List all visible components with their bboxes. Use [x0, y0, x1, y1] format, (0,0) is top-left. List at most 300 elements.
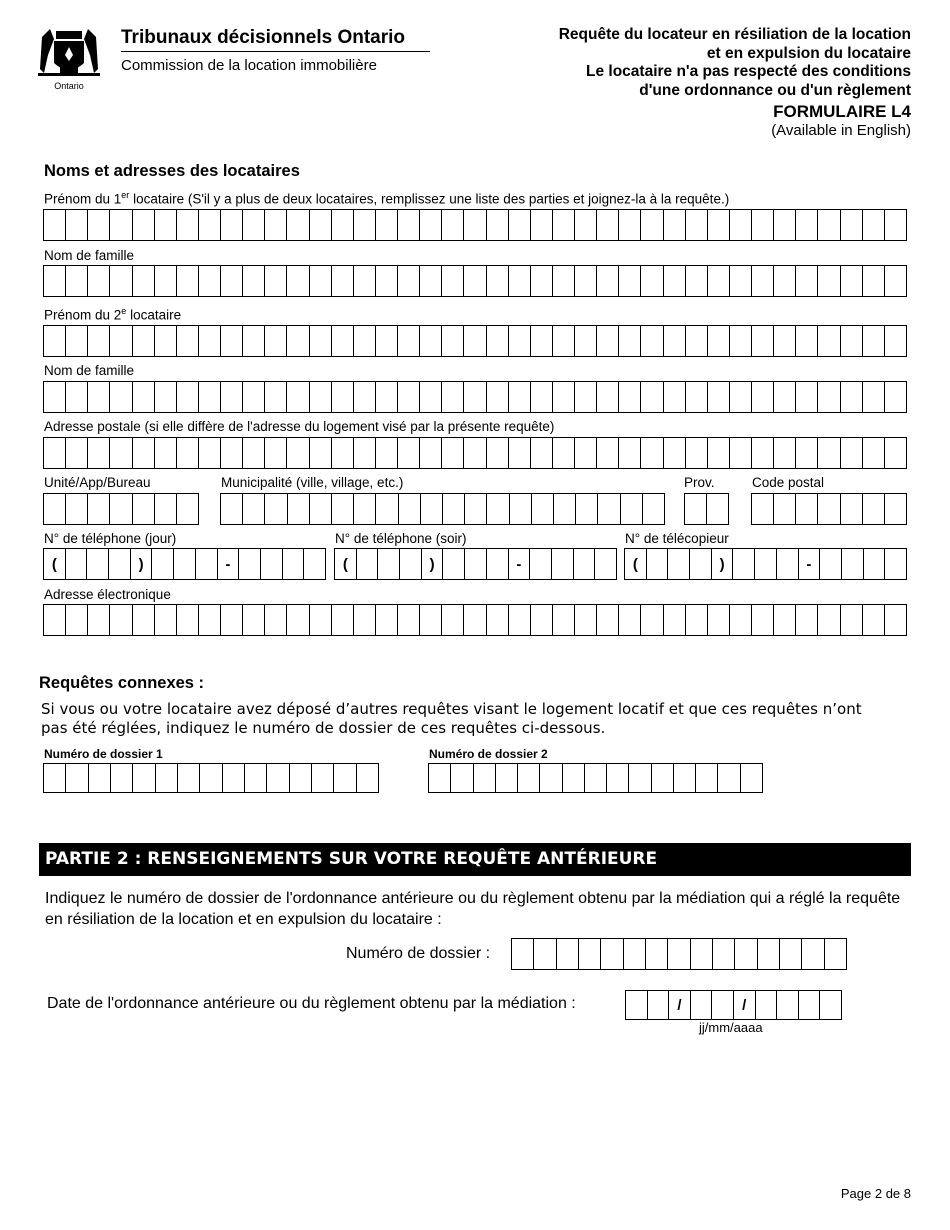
- char-box[interactable]: [310, 326, 332, 356]
- char-box[interactable]: [531, 605, 553, 635]
- char-box[interactable]: [265, 494, 287, 524]
- char-box[interactable]: [398, 605, 420, 635]
- char-box[interactable]: [597, 266, 619, 296]
- char-box[interactable]: [777, 549, 799, 579]
- char-box[interactable]: [818, 210, 840, 240]
- char-box[interactable]: [174, 549, 196, 579]
- char-box[interactable]: [774, 494, 796, 524]
- char-box[interactable]: [265, 326, 287, 356]
- char-box[interactable]: [111, 764, 133, 792]
- char-box[interactable]: [796, 266, 818, 296]
- char-box[interactable]: [621, 494, 643, 524]
- char-box[interactable]: [777, 991, 799, 1019]
- char-box[interactable]: [89, 764, 111, 792]
- char-box[interactable]: [442, 438, 464, 468]
- char-box[interactable]: [265, 266, 287, 296]
- char-box[interactable]: [156, 764, 178, 792]
- char-box[interactable]: [44, 266, 66, 296]
- char-box[interactable]: [619, 326, 641, 356]
- char-box[interactable]: [465, 494, 487, 524]
- char-box[interactable]: [818, 494, 840, 524]
- char-box[interactable]: -: [509, 549, 531, 579]
- char-box[interactable]: [155, 382, 177, 412]
- char-box[interactable]: [818, 326, 840, 356]
- char-box[interactable]: [509, 210, 531, 240]
- char-box[interactable]: [133, 605, 155, 635]
- char-box[interactable]: [312, 764, 334, 792]
- char-box[interactable]: [579, 939, 601, 969]
- last-name-1-field[interactable]: [43, 265, 907, 297]
- char-box[interactable]: [863, 210, 885, 240]
- char-box[interactable]: [825, 939, 846, 969]
- char-box[interactable]: [354, 210, 376, 240]
- char-box[interactable]: [442, 605, 464, 635]
- char-box[interactable]: [752, 382, 774, 412]
- char-box[interactable]: [885, 266, 906, 296]
- prior-order-date-field[interactable]: [625, 990, 842, 1020]
- char-box[interactable]: [885, 605, 906, 635]
- char-box[interactable]: [310, 210, 332, 240]
- char-box[interactable]: [155, 605, 177, 635]
- char-box[interactable]: [451, 764, 473, 792]
- char-box[interactable]: [509, 438, 531, 468]
- char-box[interactable]: [619, 382, 641, 412]
- char-box[interactable]: [752, 605, 774, 635]
- char-box[interactable]: [643, 494, 664, 524]
- char-box[interactable]: [177, 326, 199, 356]
- char-box[interactable]: [287, 605, 309, 635]
- phone-evening-field[interactable]: [334, 548, 617, 580]
- char-box[interactable]: [110, 494, 132, 524]
- char-box[interactable]: [563, 764, 585, 792]
- char-box[interactable]: [487, 494, 509, 524]
- char-box[interactable]: [376, 382, 398, 412]
- char-box[interactable]: [864, 549, 886, 579]
- char-box[interactable]: [674, 764, 696, 792]
- char-box[interactable]: [221, 326, 243, 356]
- char-box[interactable]: [243, 266, 265, 296]
- char-box[interactable]: [265, 210, 287, 240]
- char-box[interactable]: [442, 210, 464, 240]
- char-box[interactable]: [44, 605, 66, 635]
- char-box[interactable]: [398, 326, 420, 356]
- char-box[interactable]: [841, 326, 863, 356]
- char-box[interactable]: [310, 438, 332, 468]
- char-box[interactable]: [708, 438, 730, 468]
- char-box[interactable]: ): [422, 549, 444, 579]
- char-box[interactable]: [110, 326, 132, 356]
- char-box[interactable]: [429, 764, 451, 792]
- municipality-field[interactable]: [220, 493, 665, 525]
- char-box[interactable]: [512, 939, 534, 969]
- char-box[interactable]: [66, 764, 88, 792]
- phone-day-field[interactable]: [43, 548, 326, 580]
- char-box[interactable]: [885, 382, 906, 412]
- char-box[interactable]: [885, 210, 906, 240]
- char-box[interactable]: [752, 326, 774, 356]
- char-box[interactable]: [531, 326, 553, 356]
- char-box[interactable]: [332, 605, 354, 635]
- char-box[interactable]: [730, 438, 752, 468]
- char-box[interactable]: [619, 266, 641, 296]
- char-box[interactable]: [44, 494, 66, 524]
- char-box[interactable]: [730, 210, 752, 240]
- char-box[interactable]: [685, 494, 707, 524]
- char-box[interactable]: [629, 764, 651, 792]
- char-box[interactable]: [780, 939, 802, 969]
- char-box[interactable]: [265, 438, 287, 468]
- char-box[interactable]: [443, 549, 465, 579]
- char-box[interactable]: [109, 549, 131, 579]
- char-box[interactable]: [66, 326, 88, 356]
- char-box[interactable]: [442, 326, 464, 356]
- char-box[interactable]: [553, 382, 575, 412]
- char-box[interactable]: [357, 549, 379, 579]
- char-box[interactable]: [287, 326, 309, 356]
- char-box[interactable]: [818, 438, 840, 468]
- char-box[interactable]: [199, 382, 221, 412]
- char-box[interactable]: [802, 939, 824, 969]
- char-box[interactable]: [332, 494, 354, 524]
- char-box[interactable]: [487, 382, 509, 412]
- char-box[interactable]: [664, 438, 686, 468]
- char-box[interactable]: [752, 438, 774, 468]
- char-box[interactable]: [509, 326, 531, 356]
- char-box[interactable]: [841, 494, 863, 524]
- char-box[interactable]: [534, 939, 556, 969]
- char-box[interactable]: [354, 266, 376, 296]
- char-box[interactable]: [420, 382, 442, 412]
- char-box[interactable]: [66, 438, 88, 468]
- char-box[interactable]: [44, 438, 66, 468]
- char-box[interactable]: [376, 266, 398, 296]
- char-box[interactable]: [357, 764, 378, 792]
- char-box[interactable]: (: [335, 549, 357, 579]
- char-box[interactable]: [221, 605, 243, 635]
- char-box[interactable]: [863, 382, 885, 412]
- char-box[interactable]: [664, 605, 686, 635]
- char-box[interactable]: [664, 210, 686, 240]
- char-box[interactable]: [691, 991, 713, 1019]
- char-box[interactable]: [664, 266, 686, 296]
- char-box[interactable]: [399, 494, 421, 524]
- char-box[interactable]: [796, 382, 818, 412]
- char-box[interactable]: [696, 764, 718, 792]
- char-box[interactable]: [686, 382, 708, 412]
- char-box[interactable]: [310, 605, 332, 635]
- char-box[interactable]: [774, 382, 796, 412]
- char-box[interactable]: [354, 438, 376, 468]
- char-box[interactable]: [332, 326, 354, 356]
- char-box[interactable]: [553, 605, 575, 635]
- char-box[interactable]: [708, 210, 730, 240]
- char-box[interactable]: [376, 605, 398, 635]
- char-box[interactable]: [199, 605, 221, 635]
- char-box[interactable]: [730, 605, 752, 635]
- char-box[interactable]: [66, 210, 88, 240]
- char-box[interactable]: [133, 764, 155, 792]
- char-box[interactable]: [647, 549, 669, 579]
- char-box[interactable]: [310, 382, 332, 412]
- char-box[interactable]: [624, 939, 646, 969]
- char-box[interactable]: [66, 549, 88, 579]
- char-box[interactable]: [420, 605, 442, 635]
- char-box[interactable]: [752, 210, 774, 240]
- char-box[interactable]: [332, 438, 354, 468]
- char-box[interactable]: [354, 494, 376, 524]
- char-box[interactable]: [818, 605, 840, 635]
- first-name-1-field[interactable]: [43, 209, 907, 241]
- char-box[interactable]: [110, 438, 132, 468]
- char-box[interactable]: [420, 438, 442, 468]
- char-box[interactable]: [261, 549, 283, 579]
- char-box[interactable]: [707, 494, 728, 524]
- char-box[interactable]: [398, 438, 420, 468]
- char-box[interactable]: [265, 382, 287, 412]
- char-box[interactable]: [664, 326, 686, 356]
- char-box[interactable]: [464, 382, 486, 412]
- char-box[interactable]: [287, 438, 309, 468]
- char-box[interactable]: [626, 991, 648, 1019]
- fax-field[interactable]: [624, 548, 907, 580]
- char-box[interactable]: [221, 438, 243, 468]
- char-box[interactable]: [756, 991, 778, 1019]
- postal-code-field[interactable]: [751, 493, 907, 525]
- char-box[interactable]: [648, 991, 670, 1019]
- char-box[interactable]: [691, 939, 713, 969]
- char-box[interactable]: [686, 326, 708, 356]
- char-box[interactable]: [376, 438, 398, 468]
- char-box[interactable]: [774, 605, 796, 635]
- char-box[interactable]: [509, 266, 531, 296]
- char-box[interactable]: [641, 382, 663, 412]
- char-box[interactable]: [841, 605, 863, 635]
- char-box[interactable]: [88, 438, 110, 468]
- char-box[interactable]: [509, 605, 531, 635]
- char-box[interactable]: [44, 210, 66, 240]
- char-box[interactable]: [708, 382, 730, 412]
- char-box[interactable]: [465, 549, 487, 579]
- char-box[interactable]: [818, 382, 840, 412]
- char-box[interactable]: [885, 438, 906, 468]
- char-box[interactable]: [597, 210, 619, 240]
- char-box[interactable]: [820, 991, 841, 1019]
- char-box[interactable]: [758, 939, 780, 969]
- char-box[interactable]: [532, 494, 554, 524]
- char-box[interactable]: [552, 549, 574, 579]
- char-box[interactable]: [243, 210, 265, 240]
- char-box[interactable]: [398, 382, 420, 412]
- char-box[interactable]: [619, 438, 641, 468]
- char-box[interactable]: [487, 438, 509, 468]
- char-box[interactable]: [487, 326, 509, 356]
- char-box[interactable]: [796, 326, 818, 356]
- char-box[interactable]: [304, 549, 325, 579]
- email-field[interactable]: [43, 604, 907, 636]
- char-box[interactable]: [619, 605, 641, 635]
- char-box[interactable]: [607, 764, 629, 792]
- char-box[interactable]: [575, 266, 597, 296]
- char-box[interactable]: [223, 764, 245, 792]
- char-box[interactable]: [531, 210, 553, 240]
- char-box[interactable]: [287, 210, 309, 240]
- prior-file-number-field[interactable]: [511, 938, 847, 970]
- char-box[interactable]: [88, 266, 110, 296]
- char-box[interactable]: [686, 210, 708, 240]
- char-box[interactable]: [708, 266, 730, 296]
- char-box[interactable]: [133, 438, 155, 468]
- char-box[interactable]: [641, 266, 663, 296]
- char-box[interactable]: [310, 266, 332, 296]
- char-box[interactable]: [796, 605, 818, 635]
- char-box[interactable]: [487, 210, 509, 240]
- char-box[interactable]: -: [218, 549, 240, 579]
- char-box[interactable]: [713, 939, 735, 969]
- char-box[interactable]: [44, 764, 66, 792]
- char-box[interactable]: [755, 549, 777, 579]
- char-box[interactable]: [464, 438, 486, 468]
- province-field[interactable]: [684, 493, 729, 525]
- char-box[interactable]: [641, 438, 663, 468]
- char-box[interactable]: [239, 549, 261, 579]
- char-box[interactable]: [718, 764, 740, 792]
- first-name-2-field[interactable]: [43, 325, 907, 357]
- char-box[interactable]: [265, 605, 287, 635]
- char-box[interactable]: [376, 326, 398, 356]
- char-box[interactable]: [735, 939, 757, 969]
- char-box[interactable]: [574, 549, 596, 579]
- char-box[interactable]: [287, 266, 309, 296]
- char-box[interactable]: [686, 605, 708, 635]
- char-box[interactable]: [133, 266, 155, 296]
- char-box[interactable]: [818, 266, 840, 296]
- char-box[interactable]: [376, 494, 398, 524]
- char-box[interactable]: [575, 326, 597, 356]
- char-box[interactable]: [245, 764, 267, 792]
- char-box[interactable]: [243, 382, 265, 412]
- char-box[interactable]: [88, 326, 110, 356]
- char-box[interactable]: [88, 494, 110, 524]
- char-box[interactable]: [885, 494, 906, 524]
- char-box[interactable]: [420, 266, 442, 296]
- char-box[interactable]: [730, 326, 752, 356]
- char-box[interactable]: [733, 549, 755, 579]
- char-box[interactable]: [155, 210, 177, 240]
- char-box[interactable]: [334, 764, 356, 792]
- char-box[interactable]: [863, 266, 885, 296]
- char-box[interactable]: [796, 210, 818, 240]
- char-box[interactable]: [110, 382, 132, 412]
- char-box[interactable]: [597, 326, 619, 356]
- char-box[interactable]: [288, 494, 310, 524]
- char-box[interactable]: [378, 549, 400, 579]
- char-box[interactable]: [421, 494, 443, 524]
- char-box[interactable]: [133, 326, 155, 356]
- char-box[interactable]: [290, 764, 312, 792]
- char-box[interactable]: [487, 605, 509, 635]
- char-box[interactable]: [133, 210, 155, 240]
- char-box[interactable]: [420, 326, 442, 356]
- char-box[interactable]: [509, 382, 531, 412]
- unit-field[interactable]: [43, 493, 199, 525]
- char-box[interactable]: [540, 764, 562, 792]
- char-box[interactable]: [641, 605, 663, 635]
- char-box[interactable]: [155, 326, 177, 356]
- char-box[interactable]: [487, 549, 509, 579]
- char-box[interactable]: [597, 605, 619, 635]
- char-box[interactable]: [464, 605, 486, 635]
- char-box[interactable]: [531, 266, 553, 296]
- char-box[interactable]: [730, 382, 752, 412]
- char-box[interactable]: [752, 494, 774, 524]
- char-box[interactable]: [243, 438, 265, 468]
- char-box[interactable]: [199, 210, 221, 240]
- char-box[interactable]: [585, 764, 607, 792]
- char-box[interactable]: [199, 326, 221, 356]
- char-box[interactable]: [641, 210, 663, 240]
- char-box[interactable]: [597, 382, 619, 412]
- char-box[interactable]: [774, 438, 796, 468]
- char-box[interactable]: [243, 326, 265, 356]
- char-box[interactable]: [496, 764, 518, 792]
- char-box[interactable]: [420, 210, 442, 240]
- char-box[interactable]: [575, 210, 597, 240]
- char-box[interactable]: [646, 939, 668, 969]
- char-box[interactable]: [820, 549, 842, 579]
- char-box[interactable]: [668, 549, 690, 579]
- char-box[interactable]: [774, 210, 796, 240]
- char-box[interactable]: [177, 382, 199, 412]
- char-box[interactable]: [885, 549, 906, 579]
- char-box[interactable]: [354, 382, 376, 412]
- char-box[interactable]: [531, 438, 553, 468]
- char-box[interactable]: [443, 494, 465, 524]
- char-box[interactable]: -: [799, 549, 821, 579]
- char-box[interactable]: [553, 210, 575, 240]
- char-box[interactable]: [686, 266, 708, 296]
- char-box[interactable]: [155, 438, 177, 468]
- char-box[interactable]: [553, 438, 575, 468]
- char-box[interactable]: [841, 210, 863, 240]
- char-box[interactable]: [44, 326, 66, 356]
- char-box[interactable]: [741, 764, 762, 792]
- char-box[interactable]: [885, 326, 906, 356]
- char-box[interactable]: [398, 210, 420, 240]
- char-box[interactable]: [774, 266, 796, 296]
- char-box[interactable]: [554, 494, 576, 524]
- char-box[interactable]: [442, 266, 464, 296]
- char-box[interactable]: [841, 382, 863, 412]
- char-box[interactable]: [796, 438, 818, 468]
- char-box[interactable]: [530, 549, 552, 579]
- last-name-2-field[interactable]: [43, 381, 907, 413]
- char-box[interactable]: [668, 939, 690, 969]
- char-box[interactable]: [287, 382, 309, 412]
- char-box[interactable]: [796, 494, 818, 524]
- char-box[interactable]: [88, 605, 110, 635]
- char-box[interactable]: [155, 494, 177, 524]
- file-number-1-field[interactable]: [43, 763, 379, 793]
- char-box[interactable]: [690, 549, 712, 579]
- char-box[interactable]: [442, 382, 464, 412]
- char-box[interactable]: [510, 494, 532, 524]
- char-box[interactable]: [686, 438, 708, 468]
- char-box[interactable]: [221, 210, 243, 240]
- char-box[interactable]: [863, 326, 885, 356]
- char-box[interactable]: [110, 266, 132, 296]
- char-box[interactable]: [310, 494, 332, 524]
- char-box[interactable]: [110, 605, 132, 635]
